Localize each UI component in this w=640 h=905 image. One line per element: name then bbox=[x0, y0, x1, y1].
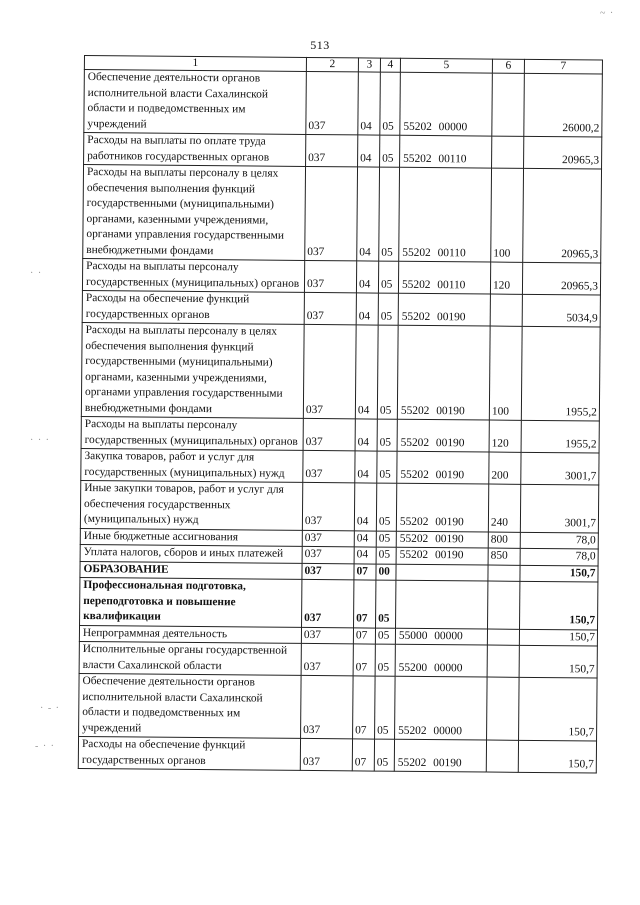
row-section: 04 bbox=[355, 419, 377, 451]
row-target-article: 55202 00190 bbox=[397, 451, 489, 484]
row-name: Расходы на выплаты по оплате труда работников государственных органов bbox=[84, 133, 306, 167]
row-expense-type: 100 bbox=[489, 326, 522, 420]
page-number: 513 bbox=[310, 38, 330, 52]
row-amount: 150,7 bbox=[519, 677, 598, 741]
row-amount: 5034,9 bbox=[522, 294, 600, 327]
row-name: Непрограммная деятельность bbox=[79, 625, 301, 643]
row-amount: 20965,3 bbox=[522, 262, 600, 295]
row-name: Расходы на выплаты персоналу в целях обеспечения выполнения функций государственными (муниципальными) органами, казенными учреждениями, органами управления государственными внебюджетными фондами bbox=[83, 165, 306, 261]
row-section: 07 bbox=[354, 563, 376, 580]
row-subsection: 05 bbox=[380, 72, 401, 135]
table-row bbox=[78, 736, 596, 773]
row-subsection: 05 bbox=[375, 676, 396, 739]
row-subsection: 05 bbox=[378, 293, 398, 325]
row-target-article: 55202 00190 bbox=[396, 483, 488, 531]
header-col-6: 6 bbox=[492, 59, 524, 73]
row-expense-type bbox=[487, 677, 520, 740]
row-section: 04 bbox=[354, 530, 376, 547]
row-subsection: 05 bbox=[376, 531, 396, 548]
table-row bbox=[84, 70, 603, 138]
row-section: 07 bbox=[354, 580, 376, 628]
row-expense-type: 800 bbox=[488, 532, 520, 549]
scan-mark: · · · bbox=[30, 435, 50, 446]
row-section: 04 bbox=[354, 547, 376, 564]
row-admin-code: 037 bbox=[302, 482, 354, 530]
row-target-article: 55000 00000 bbox=[395, 628, 487, 645]
row-target-article: 55202 00190 bbox=[397, 419, 489, 452]
row-amount: 3001,7 bbox=[520, 484, 598, 532]
scan-mark: ~ · bbox=[600, 8, 615, 19]
row-subsection: 05 bbox=[380, 135, 400, 167]
row-admin-code: 037 bbox=[306, 134, 358, 166]
row-name: Иные закупки товаров, работ и услуг для обеспечения государственных (муниципальных) нужд bbox=[80, 480, 302, 529]
row-subsection: 05 bbox=[375, 644, 395, 676]
row-target-article bbox=[396, 564, 488, 581]
row-target-article: 55202 00110 bbox=[399, 167, 492, 262]
row-expense-type: 120 bbox=[489, 420, 521, 452]
row-admin-code: 037 bbox=[303, 324, 356, 418]
row-subsection: 05 bbox=[378, 261, 398, 293]
row-admin-code: 037 bbox=[300, 738, 352, 770]
row-name: Уплата налогов, сборов и иных платежей bbox=[80, 544, 302, 562]
row-name: Расходы на выплаты персоналу государственных (муниципальных) органов bbox=[81, 416, 303, 450]
row-admin-code: 037 bbox=[301, 643, 353, 675]
row-subsection: 05 bbox=[377, 451, 397, 483]
row-section: 04 bbox=[356, 261, 378, 293]
row-name: Обеспечение деятельности органов исполнительной власти Сахалинской области и подведомственных им учреждений bbox=[79, 673, 302, 738]
row-section: 04 bbox=[357, 167, 380, 261]
row-admin-code: 037 bbox=[302, 546, 354, 563]
header-col-1: 1 bbox=[84, 56, 306, 72]
row-expense-type bbox=[487, 645, 519, 677]
row-section: 04 bbox=[356, 293, 378, 325]
header-col-5: 5 bbox=[400, 58, 492, 73]
row-admin-code: 037 bbox=[305, 166, 358, 260]
table-row bbox=[82, 290, 600, 327]
row-name: Исполнительные органы государственной власти Сахалинской области bbox=[79, 641, 301, 675]
row-expense-type: 120 bbox=[490, 262, 522, 294]
row-amount: 150,7 bbox=[519, 645, 597, 678]
row-expense-type bbox=[490, 294, 522, 326]
row-subsection: 05 bbox=[376, 483, 396, 531]
row-section: 04 bbox=[354, 483, 376, 531]
row-name: Расходы на обеспечение функций государственных органов bbox=[82, 290, 304, 324]
row-target-article: 55202 00190 bbox=[397, 325, 490, 420]
row-name: Иные бюджетные ассигнования bbox=[80, 528, 302, 546]
table-body bbox=[78, 70, 602, 773]
row-target-article: 55202 00110 bbox=[400, 135, 492, 168]
row-target-article: 55202 00190 bbox=[396, 547, 488, 564]
row-subsection: 05 bbox=[377, 325, 398, 419]
row-amount: 78,0 bbox=[520, 532, 598, 549]
table-row bbox=[80, 480, 598, 532]
row-target-article: 55202 00000 bbox=[395, 676, 488, 740]
row-admin-code: 037 bbox=[302, 563, 354, 580]
row-expense-type: 850 bbox=[488, 548, 520, 565]
header-col-7: 7 bbox=[524, 59, 602, 74]
row-name: ОБРАЗОВАНИЕ bbox=[80, 561, 302, 579]
row-name: Обеспечение деятельности органов исполнительной власти Сахалинской области и подведомственных им учреждений bbox=[84, 70, 307, 135]
table-row bbox=[81, 448, 599, 485]
budget-table bbox=[78, 55, 603, 774]
row-expense-type bbox=[488, 565, 520, 582]
row-subsection: 05 bbox=[376, 580, 396, 628]
row-section: 07 bbox=[353, 627, 375, 644]
row-amount: 3001,7 bbox=[521, 452, 599, 485]
scan-mark: - · · bbox=[35, 741, 55, 752]
table-row bbox=[79, 673, 598, 741]
table-row bbox=[81, 416, 599, 453]
row-admin-code: 037 bbox=[301, 675, 354, 738]
row-section: 04 bbox=[355, 451, 377, 483]
header-col-2: 2 bbox=[306, 57, 358, 71]
row-expense-type bbox=[492, 136, 524, 168]
row-target-article: 55200 00000 bbox=[395, 644, 487, 677]
row-target-article: 55202 00190 bbox=[394, 739, 486, 772]
row-admin-code: 037 bbox=[303, 450, 355, 482]
row-name: Профессиональная подготовка, переподготовка и повышение квалификации bbox=[80, 577, 302, 626]
scan-mark: · · bbox=[30, 268, 43, 279]
row-admin-code: 037 bbox=[302, 530, 354, 547]
row-subsection: 05 bbox=[376, 547, 396, 564]
table-row bbox=[83, 165, 602, 264]
row-admin-code: 037 bbox=[306, 71, 359, 134]
header-col-3: 3 bbox=[358, 58, 380, 72]
row-expense-type: 200 bbox=[489, 452, 521, 484]
row-section: 07 bbox=[352, 739, 374, 771]
row-expense-type: 240 bbox=[488, 484, 520, 532]
row-admin-code: 037 bbox=[304, 292, 356, 324]
row-admin-code: 037 bbox=[301, 627, 353, 644]
row-subsection: 05 bbox=[375, 628, 395, 645]
row-section: 04 bbox=[358, 135, 380, 167]
row-admin-code: 037 bbox=[302, 579, 354, 627]
row-target-article: 55202 00190 bbox=[396, 531, 488, 548]
row-amount: 1955,2 bbox=[521, 326, 600, 421]
row-section: 04 bbox=[355, 325, 378, 419]
row-target-article: 55202 00000 bbox=[400, 72, 493, 136]
row-expense-type bbox=[488, 581, 520, 629]
scan-mark: · - · bbox=[40, 703, 60, 714]
row-amount: 20965,3 bbox=[524, 136, 602, 169]
table-row bbox=[81, 322, 600, 421]
row-expense-type: 100 bbox=[491, 168, 524, 262]
row-amount: 26000,2 bbox=[524, 73, 603, 137]
row-amount: 78,0 bbox=[520, 548, 598, 565]
row-name: Расходы на выплаты персоналу в целях обеспечения выполнения функций государственными (муниципальными) органами, казенными учреждениями, органами управления государственными внебюджетными фондами bbox=[81, 322, 304, 418]
row-admin-code: 037 bbox=[303, 418, 355, 450]
table-row bbox=[80, 577, 598, 629]
row-section: 04 bbox=[358, 72, 381, 135]
header-col-4: 4 bbox=[380, 58, 400, 72]
row-section: 07 bbox=[353, 644, 375, 676]
row-target-article: 55202 00190 bbox=[398, 293, 490, 326]
row-amount: 20965,3 bbox=[523, 168, 602, 263]
row-amount: 1955,2 bbox=[521, 420, 599, 453]
row-target-article bbox=[396, 580, 488, 628]
row-subsection: 00 bbox=[376, 564, 396, 581]
row-admin-code: 037 bbox=[304, 260, 356, 292]
row-target-article: 55202 00110 bbox=[398, 261, 490, 294]
row-name: Расходы на выплаты персоналу государственных (муниципальных) органов bbox=[82, 258, 304, 292]
row-expense-type bbox=[487, 629, 519, 646]
row-amount: 150,7 bbox=[518, 740, 596, 773]
row-amount: 150,7 bbox=[520, 565, 598, 582]
row-name: Закупка товаров, работ и услуг для государственных (муниципальных) нужд bbox=[81, 448, 303, 482]
table-row bbox=[84, 133, 602, 170]
row-expense-type bbox=[492, 73, 525, 136]
row-subsection: 05 bbox=[374, 739, 394, 771]
row-name: Расходы на обеспечение функций государственных органов bbox=[78, 736, 300, 770]
row-amount: 150,7 bbox=[519, 629, 597, 646]
table-row bbox=[79, 641, 597, 678]
row-expense-type bbox=[486, 740, 518, 772]
row-subsection: 05 bbox=[377, 419, 397, 451]
table-row bbox=[82, 258, 600, 295]
row-subsection: 05 bbox=[379, 167, 400, 261]
row-section: 07 bbox=[353, 676, 376, 739]
row-amount: 150,7 bbox=[520, 581, 598, 629]
